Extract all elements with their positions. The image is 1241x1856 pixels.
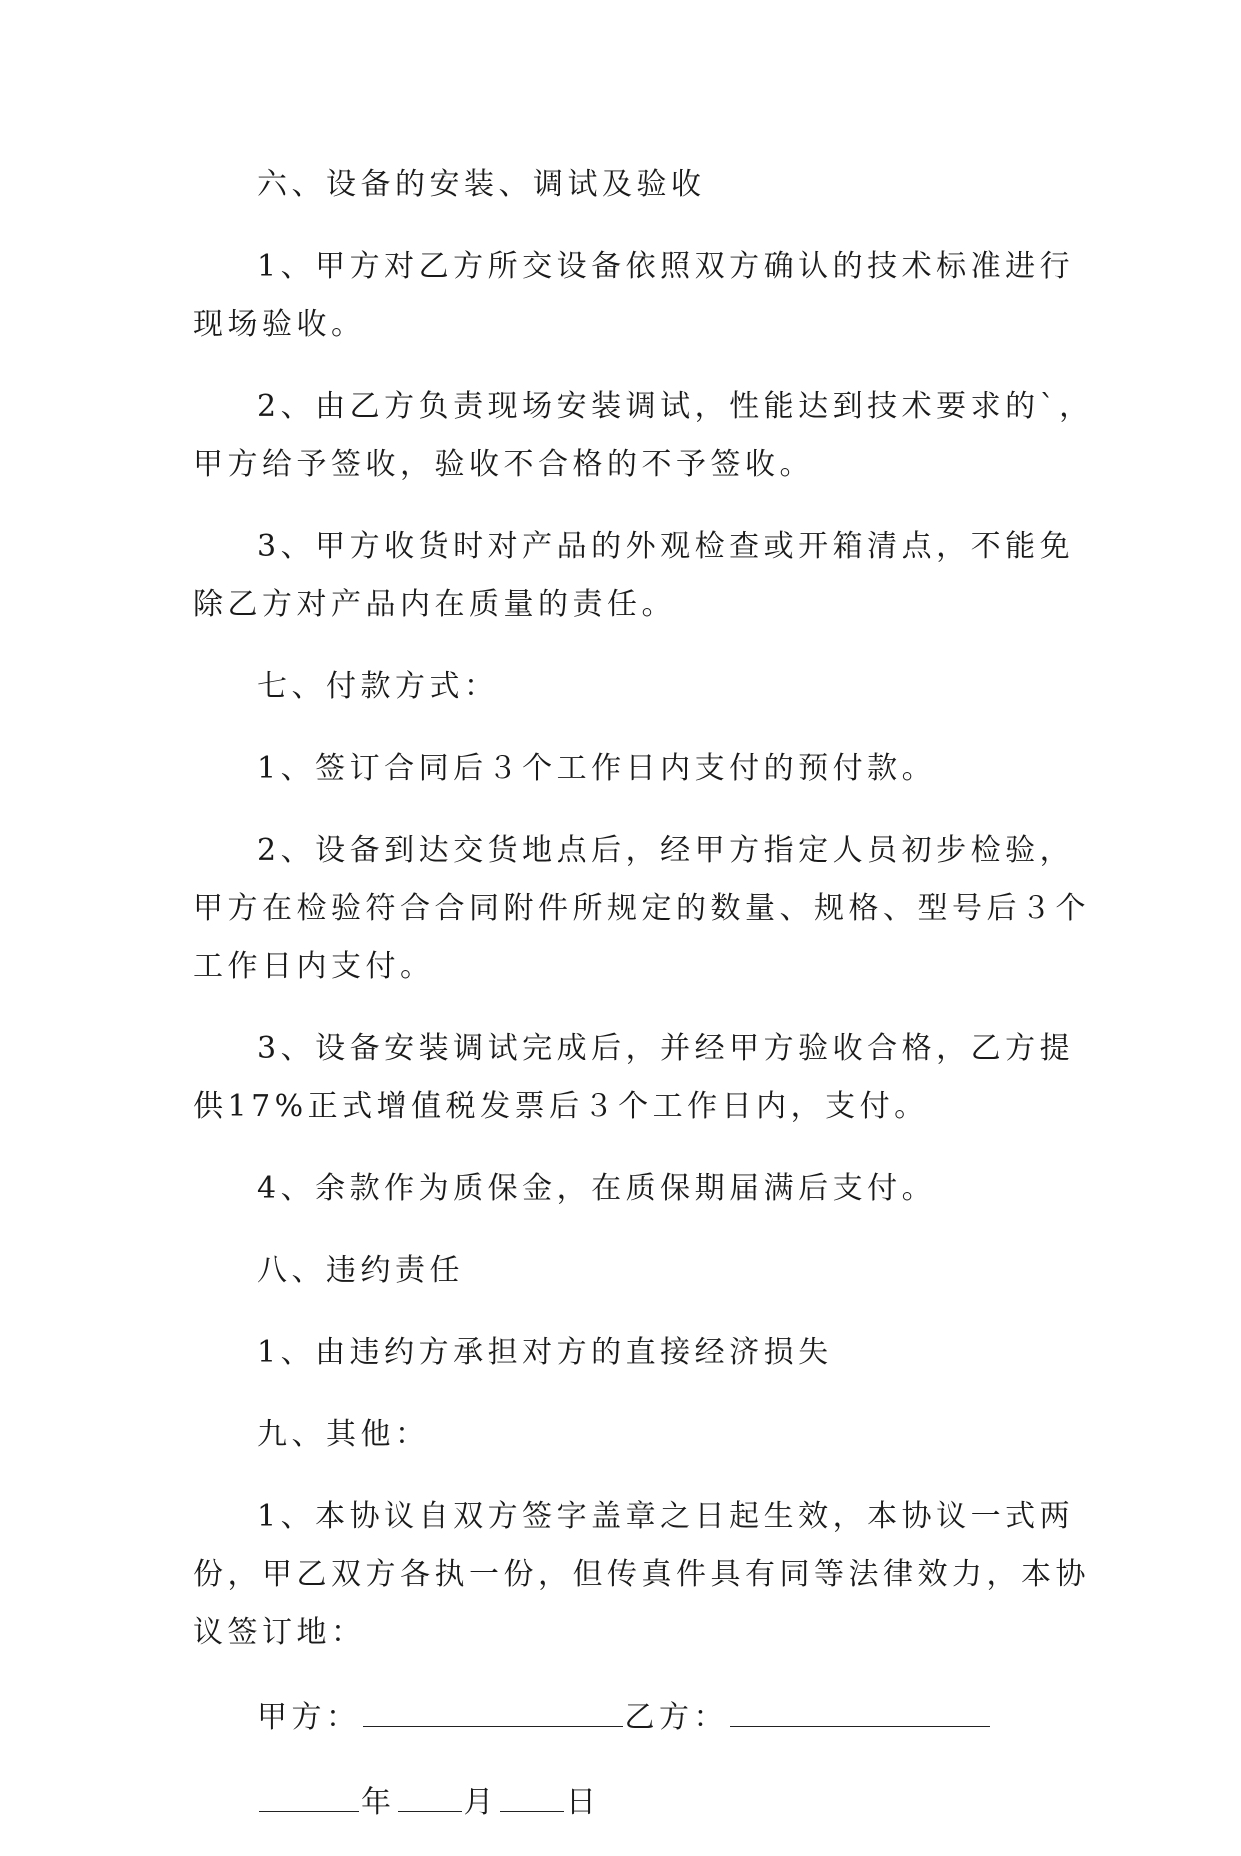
text-line: 2、由乙方负责现场安装调试，性能达到技术要求的`， xyxy=(257,389,1094,424)
text-line: 3、设备安装调试完成后，并经甲方验收合格，乙方提 xyxy=(257,1031,1075,1066)
section-6-item-2 xyxy=(193,378,1094,494)
contract-body xyxy=(193,156,1094,1856)
section-7-item-3 xyxy=(193,1020,1075,1136)
text-line: 份，甲乙双方各执一份，但传真件具有同等法律效力，本协 xyxy=(193,1557,1090,1592)
day-blank[interactable] xyxy=(500,1771,564,1812)
text-line: 甲方在检验符合合同附件所规定的数量、规格、型号后３个 xyxy=(193,891,1090,926)
section-8-item-1: 1、由违约方承担对方的直接经济损失 xyxy=(257,1335,833,1370)
month-label: 月 xyxy=(463,1785,498,1820)
day-label: 日 xyxy=(566,1785,601,1820)
text-line: 议签订地： xyxy=(193,1615,366,1650)
party-a-signature-blank[interactable] xyxy=(363,1686,623,1727)
text-line: 3、甲方收货时对产品的外观检查或开箱清点，不能免 xyxy=(257,529,1075,564)
text-line: 2、设备到达交货地点后，经甲方指定人员初步检验， xyxy=(257,833,1075,868)
section-7-item-1: 1、签订合同后３个工作日内支付的预付款。 xyxy=(257,751,937,786)
signature-date-row xyxy=(193,1771,1055,1832)
year-blank[interactable] xyxy=(259,1771,359,1812)
year-label: 年 xyxy=(361,1785,396,1820)
text-line: 工作日内支付。 xyxy=(193,949,435,984)
section-7-heading: 七、付款方式： xyxy=(257,669,499,704)
party-b-label: 乙方： xyxy=(624,1700,728,1735)
party-b-signature-blank[interactable] xyxy=(730,1686,990,1727)
text-line: 甲方给予签收，验收不合格的不予签收。 xyxy=(193,447,814,482)
section-6-heading: 六、设备的安装、调试及验收 xyxy=(257,167,706,202)
text-line: 1、甲方对乙方所交设备依照双方确认的技术标准进行 xyxy=(257,249,1075,284)
section-6-item-1 xyxy=(193,238,1075,354)
section-9-heading: 九、其他： xyxy=(257,1417,430,1452)
text-line: 除乙方对产品内在质量的责任。 xyxy=(193,587,676,622)
text-line: 1、本协议自双方签字盖章之日起生效，本协议一式两 xyxy=(257,1499,1075,1534)
text-line: 现场验收。 xyxy=(193,307,366,342)
party-a-label: 甲方： xyxy=(257,1700,361,1735)
section-7-item-2 xyxy=(193,822,1090,996)
signature-parties-row xyxy=(193,1686,1055,1747)
section-9-item-1 xyxy=(193,1488,1090,1662)
section-7-item-4: 4、余款作为质保金，在质保期届满后支付。 xyxy=(257,1171,937,1206)
section-6-item-3 xyxy=(193,518,1075,634)
month-blank[interactable] xyxy=(398,1771,462,1812)
text-line: 供17%正式增值税发票后３个工作日内，支付。 xyxy=(193,1089,929,1124)
section-8-heading: 八、违约责任 xyxy=(257,1253,464,1288)
